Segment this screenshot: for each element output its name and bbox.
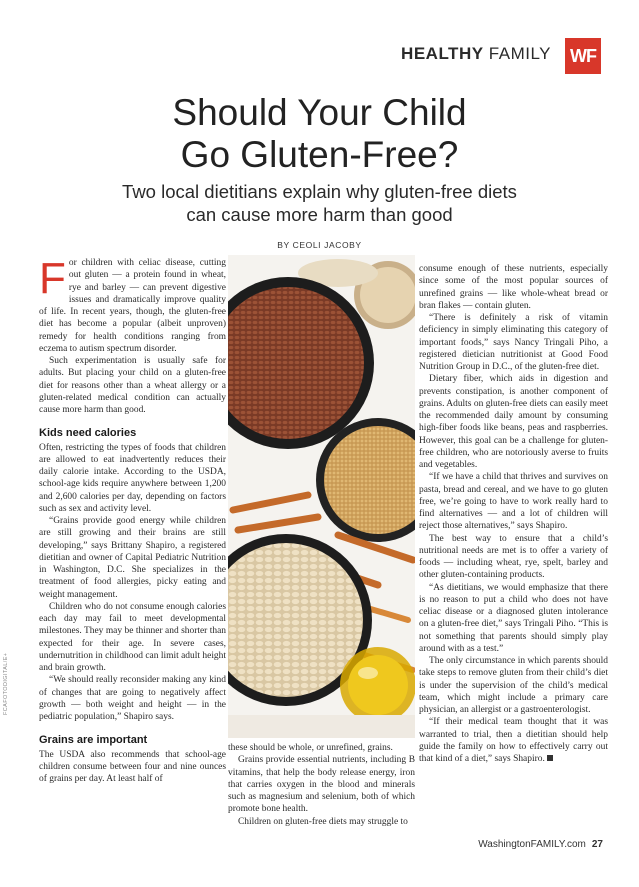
article-column-2 [228,742,415,828]
paragraph: consume enough of these nutrients, especially since some of the most popular sources of unrefined grains — like whole-wheat bread or bran flakes — contain gluten. [419,264,608,311]
paragraph: “If their medical team thought that it was warranted to trial, then a dietitian should help guide the family on how to effectively carry out that kind of a diet,” says Shapiro. [419,717,608,764]
article-subtitle [0,180,639,226]
page-footer [478,839,603,850]
article-title-line-2: Go Gluten-Free? [180,134,459,175]
subheading-grains-are-important: Grains are important [39,734,148,747]
grains-bowls-image [228,255,415,738]
paragraph: “There is definitely a risk of vitamin deficiency in simply eliminating this category of important foods,” says Nancy Tringali Piho, a registered dietician nutritionist at Good Food Nutrition Group in D.C., of the gluten-free diet. [419,313,608,372]
paragraph: Often, restricting the types of foods that children are allowed to eat inadvertently reduces their daily calorie intake. According to the USDA, school-age kids require anywhere between 1,200 and 2,600 calories per day, depending on factors such as sex and activity level. [39,442,226,514]
photo-credit: FCAFOTODIGITAL/E+ [3,652,9,715]
drop-cap: F [39,254,66,303]
byline: BY CEOLI JACOBY [277,240,362,250]
paragraph: Grains provide essential nutrients, including B vitamins, that help the body release energy, iron that carries oxygen in the blood and minerals such as magnesium and selenium, both of which promote bone health. [228,755,415,815]
article-title-line-1: Should Your Child [172,92,467,133]
section-name-bold: HEALTHY [401,44,484,63]
grains-photo [228,255,415,738]
article-subtitle-line-1: Two local dietitians explain why gluten-free diets [122,181,517,202]
magazine-logo: WF [565,38,601,74]
subheading-kids-need-calories: Kids need calories [39,427,137,440]
paragraph: For children with celiac disease, cutting out gluten — a protein found in wheat, rye and barley — can prevent digestive issues and dramatically improve quality of life. In recent years, though, the gluten-free diet has become a popular (albeit unproven) remedy for health conditions ranging from eczema to autism spectrum disorder. [39,254,226,354]
paragraph: Children on gluten-free diets may struggle to [238,816,408,827]
article-title [0,92,639,176]
paragraph: Children who do not consume enough calories each day may fail to meet developmental milestones. They may be thinner and shorter than expected for their age. In severe cases, undernutrition in childhood can limit adult height and brain growth. [39,601,226,673]
footer-website: WashingtonFAMILY.com [478,839,586,850]
article-column-1 [39,254,226,785]
article-subtitle-line-2: can cause more harm than good [186,204,453,225]
paragraph: these should be whole, or unrefined, grains. [228,743,393,753]
paragraph: The best way to ensure that a child’s nutritional needs are met is to offer a variety of foods — including wheat, rye, spelt, barley and other gluten-containing products. [419,533,608,581]
article-column-3 [419,263,608,765]
paragraph: “We should really reconsider making any kind of changes that are going to negatively affect growth — both weight and height — in the pediatric population,” Shapiro says. [39,675,226,722]
paragraph: “As dietitians, we would emphasize that there is no reason to put a child who does not have celiac disease or a diagnosed gluten intolerance on a gluten-free diet,” says Tringali Piho. “This is not something that parents should simply play around with as a test.” [419,582,608,654]
section-name-light: FAMILY [488,44,551,63]
paragraph: “If we have a child that thrives and survives on pasta, bread and cereal, and we have to go gluten free, we’re going to have to work really hard to find alternatives — and a lot of children will reject those alternatives,” says Shapiro. [419,472,608,532]
paragraph: “Grains provide good energy while children are still growing and their brains are still developing,” says Brittany Shapiro, a registered dietitian and owner of Capital Pediatric Nutrition in Washington, D.C. She specializes in the treatment of food allergies, picky eating and weight management. [39,516,226,600]
paragraph: The USDA also recommends that school-age children consume between four and nine ounces of grains per day. At least half of [39,749,226,784]
page-number: 27 [591,839,603,850]
end-mark-icon [547,755,553,761]
paragraph: Such experimentation is usually safe for adults. But placing your child on a gluten-free diet for reasons other than a wheat allergy or a gluten-related medical condition can actually cause more harm than good. [39,356,226,415]
paragraph: The only circumstance in which parents should take steps to remove gluten from their child’s diet is under the supervision of the child’s medical team, which might include a primary care physician, an allergist or a gastroenterologist. [419,656,608,715]
section-header [401,44,551,64]
paragraph: Dietary fiber, which aids in digestion and prevents constipation, is another component of grains. Adults on gluten-free diets can easily meet the recommended daily amount by consuming high-fiber foods like beans, peas and raspberries. However, this goal can be a challenge for gluten-free children, who are notoriously averse to fruits and vegetables. [419,374,608,470]
